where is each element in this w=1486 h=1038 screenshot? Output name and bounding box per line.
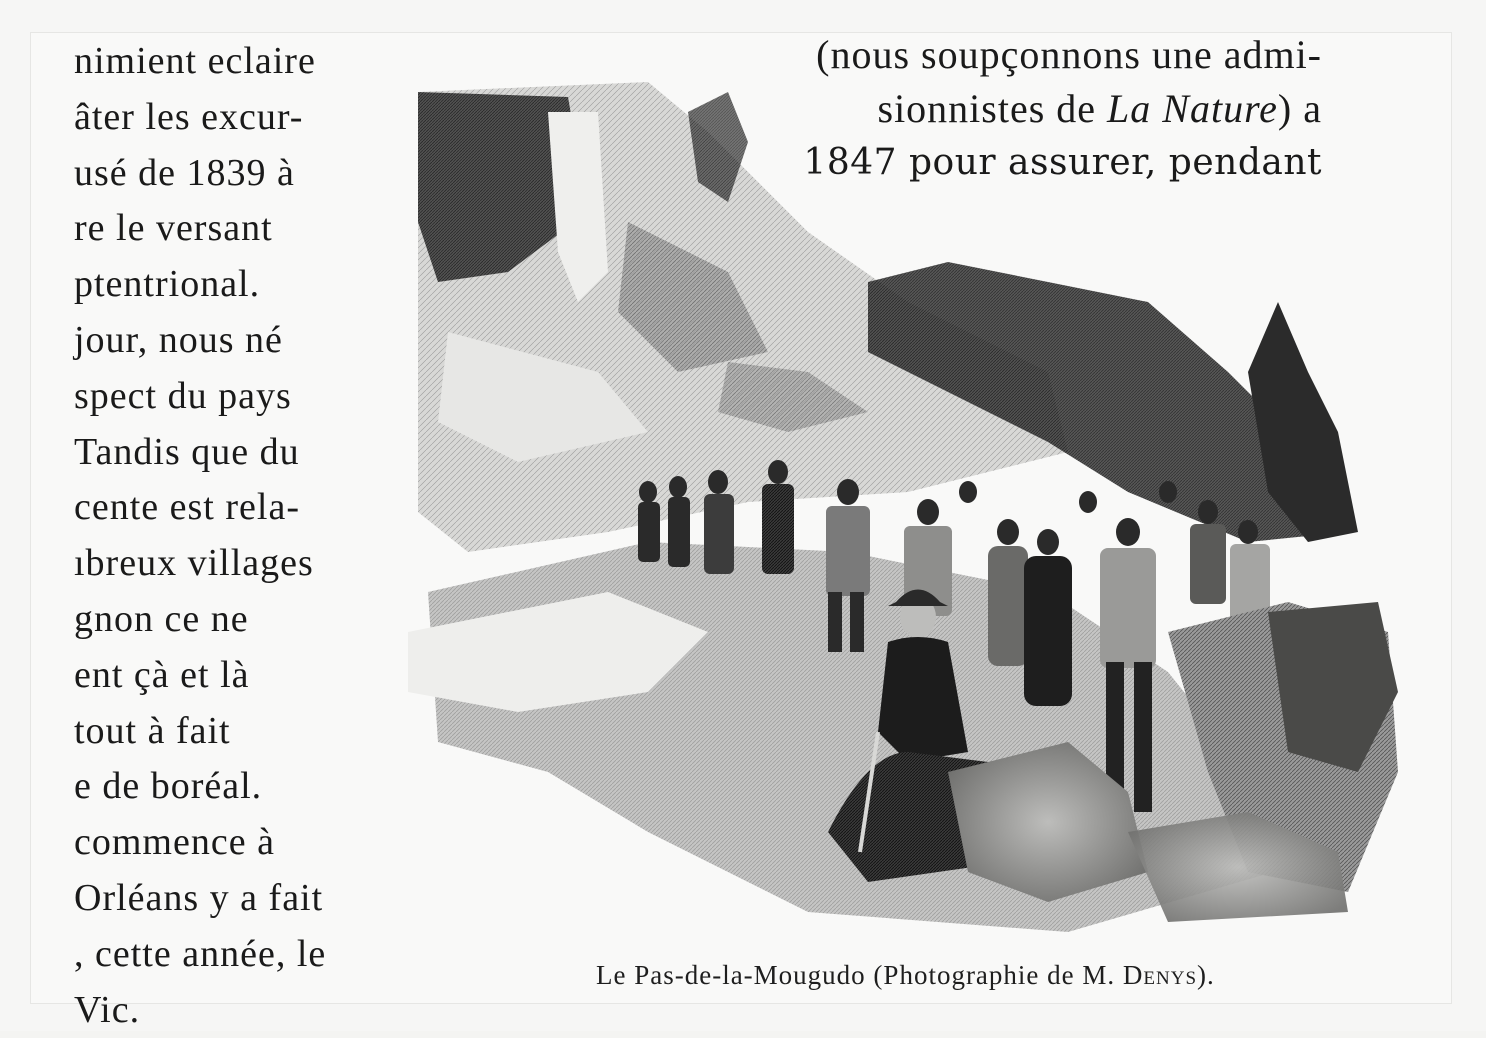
text-line: ıbreux villages: [74, 542, 314, 585]
text-line: e de boréal.: [74, 765, 263, 808]
figure-caption: [596, 960, 1215, 991]
text-line: commence à: [74, 821, 275, 864]
text-fragment: sionnistes de: [877, 86, 1108, 131]
caption-text: Le Pas-de-la-Mougudo (Photographie de M.: [596, 960, 1123, 990]
text-line: Tandis que du: [74, 430, 300, 473]
caption-end: ).: [1197, 960, 1215, 990]
caption-author: Denys: [1122, 960, 1198, 990]
text-line: cente est rela-: [74, 486, 300, 529]
text-line: Vic.: [74, 988, 141, 1031]
text-line: âter les excur-: [74, 95, 304, 138]
text-line: ptentrional.: [74, 263, 261, 306]
text-line: ent çà et là: [74, 653, 250, 696]
text-line: (nous soupçonnons une admi-: [816, 32, 1322, 77]
text-line: Orléans y a fait: [74, 876, 324, 919]
text-line: spect du pays: [74, 374, 292, 417]
text-fragment: ) a: [1277, 86, 1322, 131]
text-line: 1847 pour assurer, pendant: [803, 142, 1322, 183]
engraving-illustration: [348, 72, 1408, 932]
journal-title: La Nature: [1107, 86, 1278, 131]
text-line: gnon ce ne: [74, 597, 249, 640]
text-line: , cette année, le: [74, 932, 327, 975]
text-line: nimient eclaire: [74, 40, 316, 82]
text-line: tout à fait: [74, 709, 231, 752]
text-line: re le versant: [74, 207, 273, 250]
printed-page: [30, 32, 1452, 1031]
text-line: jour, nous né: [74, 318, 283, 361]
text-line: usé de 1839 à: [74, 151, 295, 194]
